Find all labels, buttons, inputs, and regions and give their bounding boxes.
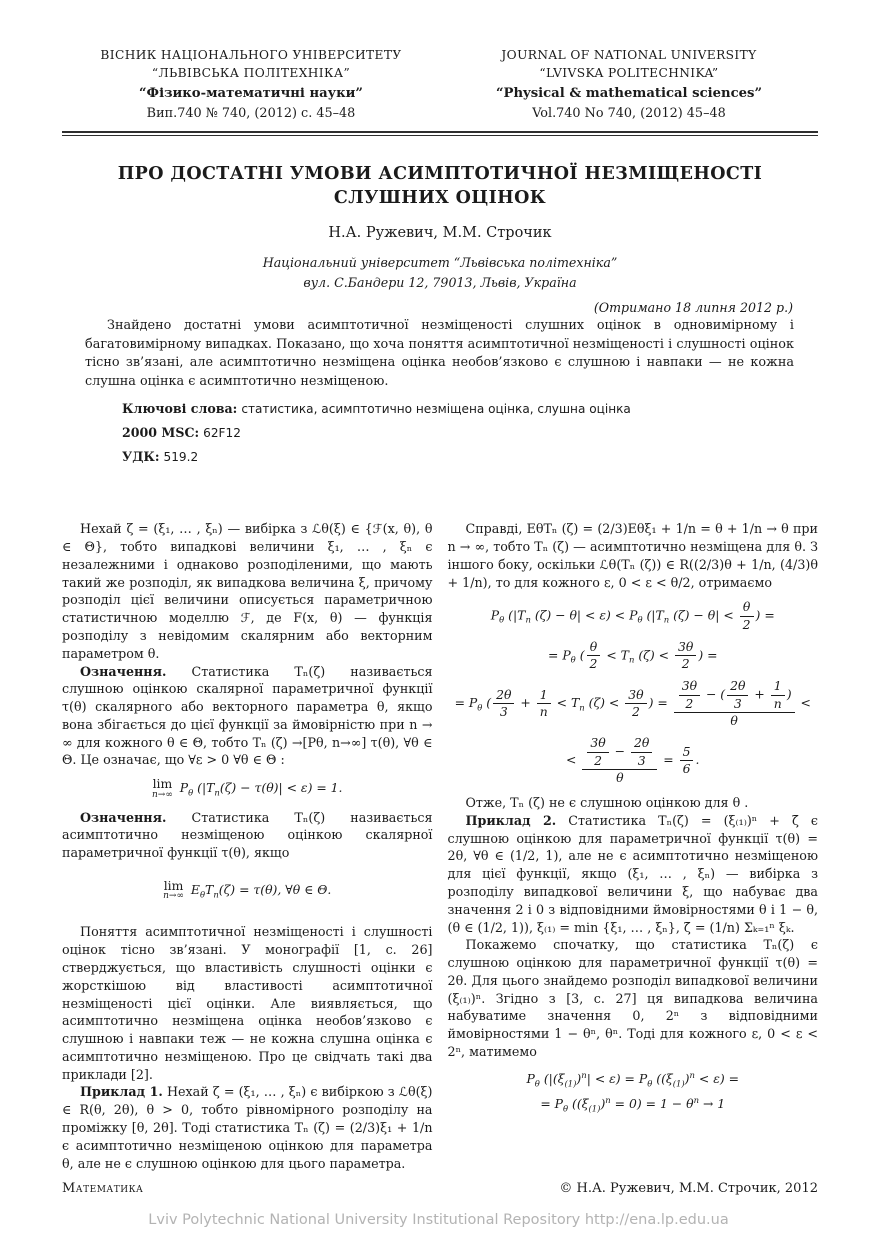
keywords-value: статистика, асимптотично незміщена оцінка, слушна оцінка [241,402,631,417]
definition-label: Означення. [80,663,167,679]
udk-line [122,449,794,464]
received-date: (Отримано 18 липня 2012 р.) [593,300,793,316]
paragraph-text: Статистика Tₙ(ζ) називається асимптотично незміщеною оцінкою скалярної параметричної функції τ(θ), якщо [62,809,433,861]
abstract: Знайдено достатні умови асимптотичної незміщеності слушних оцінок в одновимірному і багатовимірному випадках. Показано, що хоча поняття асимптотичної незміщеності і слушності оцінок тісно зв’язані, але асимптотично незміщена оцінка необов’язково є слушною і навпаки — не кожна слушна оцінка є асимптотично незміщеною. [85,318,794,389]
journal-series-uk: “Фізико-математичні науки” [138,85,364,101]
example-1 [62,1083,433,1172]
journal-issue-en: Vol.740 No 740, (2012) 45–48 [532,106,726,122]
footer-copyright: © Н.А. Ружевич, М.М. Строчик, 2012 [559,1181,818,1196]
journal-univ-uk: “ЛЬВІВСЬКА ПОЛІТЕХНІКА” [151,66,351,81]
page-title [62,162,818,211]
msc-value: 62F12 [203,426,241,441]
equation-unbiased-limit: lim n→∞ $E_\theta T_n(\zeta) = \tau(\theta)$, ∀θ ∈ Θ. [163,877,332,902]
paragraph-text: Покажемо спочатку, що статистика Tₙ(ζ) є слушною оцінкою для параметричної функції τ(θ) = 2θ. Для цього знайдемо розподіл випадкової величини (ξ₍₁₎)ⁿ. Згідно з [3, с. 27] ця випадкова величина набуватиме значення 0, 2ⁿ з відповідними ймовірностями 1 − θⁿ, θⁿ. Тоді для кожного ε, 0 < ε < 2ⁿ, матимемо [447,937,818,1060]
proof-paragraph [448,520,819,591]
definition-2 [62,809,433,862]
example-label: Приклад 2. [465,812,557,828]
equation-example2-chain: $P_\theta$ $(|(\xi_{(1)})^n| < \varepsilon) = P_\theta$ $((\xi_{(1)})^n < \varepsilon)$ = = $P_\theta$ $((\xi_{(1)})^n = 0) = 1 - \theta^n \to 1$ [526,1069,740,1114]
udk-value: 519.2 [163,450,199,465]
equation-consistency-limit: lim n→∞ $P_\theta$ $(|T_n(\zeta) - \tau(\theta)| < \varepsilon) = 1$. [152,776,343,800]
definition-label: Означення. [80,809,167,825]
keywords-line [122,401,794,416]
title-line-1: ПРО ДОСТАТНІ УМОВИ АСИМПТОТИЧНОЇ НЕЗМІЩЕНОСТІ [117,163,763,184]
article-body [62,520,818,1172]
affiliation [62,253,818,295]
title-line-2: СЛУШНИХ ОЦІНОК [333,188,547,209]
example-label: Приклад 1. [80,1084,163,1100]
left-column [62,520,433,1172]
authors: Н.А. Ружевич, М.М. Строчик [328,224,552,241]
affiliation-address: вул. С.Бандери 12, 79013, Львів, Україна [303,275,577,291]
paragraph-text: Поняття асимптотичної незміщеності і слушності оцінок тісно зв’язані. У монографії [1, с. 26] стверджується, що властивість слушності оцінки є жорсткішою від властивості асимптотичної незміщеності цієї оцінки. Але виявляється, що асимптотично незміщена оцінка необов’язково є слушною і навпаки теж — не кожна слушна оцінка є асимптотично незміщеною. Про це свідчать такі два приклади [2]. [62,924,433,1082]
msc-line [122,425,794,440]
definition-1 [62,663,433,770]
discussion-paragraph [62,923,433,1083]
paragraph-text: Статистика Tₙ(ζ) = (ξ₍₁₎)ⁿ + ζ̄ є слушною оцінкою для параметричної функції τ(θ) = 2θ, ∀θ ∈ (1/2, 1), але не є асимптотично незміщеною для цієї функції, якщо (ξ₁, … , ξₙ) — вибірка з розподілу випадкової величини ξ, що набуває два значення 2 і 0 з відповідними ймовірностями θ і 1 − θ, (θ ∈ (1/2, 1)), ξ₍₁₎ = min {ξ₁, … , ξₙ}, ζ̄ = (1/n) Σₖ₌₁ⁿ ξₖ. [447,812,818,935]
article-meta [122,401,794,464]
footer-section: Математика [62,1181,144,1196]
journal-name-uk: ВІСНИК НАЦІОНАЛЬНОГО УНІВЕРСИТЕТУ [100,48,402,62]
affiliation-name: Національний університет “Львівська політехніка” [262,254,618,270]
journal-name-en: JOURNAL OF NATIONAL UNIVERSITY [501,48,757,62]
right-column [448,520,819,1172]
paragraph-text: Справді, EθTₙ (ζ) = (2/3)Eθξ₁ + 1/n = θ + 1/n → θ при n → ∞, тобто Tₙ (ζ) — асимптотично незміщена для θ. З іншого боку, оскільки ℒθ(Tₙ (ζ)) ∈ R((2/3)θ + 1/n, (4/3)θ + 1/n), то для кожного ε, 0 < ε < θ/2, отримаємо [447,521,818,590]
masthead [62,46,818,124]
masthead-ukrainian [62,46,440,124]
conclusion-paragraph [448,794,819,812]
udk-label: УДК: [122,449,160,465]
page-footer [62,1181,818,1196]
keywords-label: Ключові слова: [122,401,238,417]
repository-watermark: Lviv Polytechnic National University Institutional Repository http://ena.lp.edu.ua [148,1212,729,1228]
journal-univ-en: “LVIVSKA POLITECHNIKA” [539,66,719,81]
paragraph-text: Нехай ζ = (ξ₁, … , ξₙ) є вибіркою з ℒθ(ξ) ∈ R(θ, 2θ), θ > 0, тобто рівномірного розподілу на проміжку [θ, 2θ]. Тоді статистика Tₙ (ζ) = (2/3)ξ₁ + 1/n є асимптотично незміщеною оцінкою для параметра θ, але не є слушною оцінкою для цього параметра. [62,1084,433,1171]
paragraph-text: Статистика Tₙ(ζ) називається слушною оцінкою скалярної параметричної функції τ(θ) скалярного або векторного параметра θ, якщо вона збігається до цієї функції за ймовірністю при n → ∞ для кожного θ ∈ Θ, тобто Tₙ (ζ) →[Pθ, n→∞] τ(θ), ∀θ ∈ Θ. Це означає, що ∀ε > 0 ∀θ ∈ Θ : [62,663,433,768]
header-rule [62,131,818,136]
example-2 [448,812,819,936]
equation-example1-chain: $P_\theta$ ($|T_n$ $(\zeta) - \theta| < \varepsilon) < P_\theta$ ($|T_n$ (ζ) − θ| < $\frac{\theta}{2}$ ) = = $P_\theta$ ( $\frac{\theta}{2}$ < $T_n$ (ζ) < $\frac{3\theta}{2}$ ) = = $P_\theta$ ( $\frac{2\theta}{3}$ + $\frac{1}{n}$ < $T_n$ (ζ) < $\frac{3\theta}{2}$ ) = $\frac{3\theta}{2}$ − ( $\frac{2\theta}{3}$ + $\frac{1}{n}$ ) θ < < $\frac{3\theta}{2}$ − $\frac{2\theta}{3}$ θ = $\frac{5}{6}$ . [454,599,811,785]
paragraph-text: Отже, Tₙ (ζ) не є слушною оцінкою для θ . [465,795,749,811]
journal-issue-uk: Вип.740 № 740, (2012) с. 45–48 [146,106,356,122]
masthead-english [440,46,818,124]
paragraph-text: Нехай ζ = (ξ₁, … , ξₙ) — вибірка з ℒθ(ξ) ∈ {ℱ(x, θ), θ ∈ Θ}, тобто випадкові величини ξ₁, … , ξₙ є незалежними і однаково розподіленими, що мають такий же розподіл, як випадкова величина ξ, причому розподіл цієї величини описується параметричною статистичною моделлю ℱ, де F(x, θ) — функція розподілу з невідомим скалярним або векторним параметром θ. [62,521,433,661]
proof2-paragraph [448,936,819,1060]
journal-series-en: “Physical & mathematical sciences” [495,85,763,101]
intro-paragraph [62,520,433,662]
msc-label: 2000 MSC: [122,425,200,441]
